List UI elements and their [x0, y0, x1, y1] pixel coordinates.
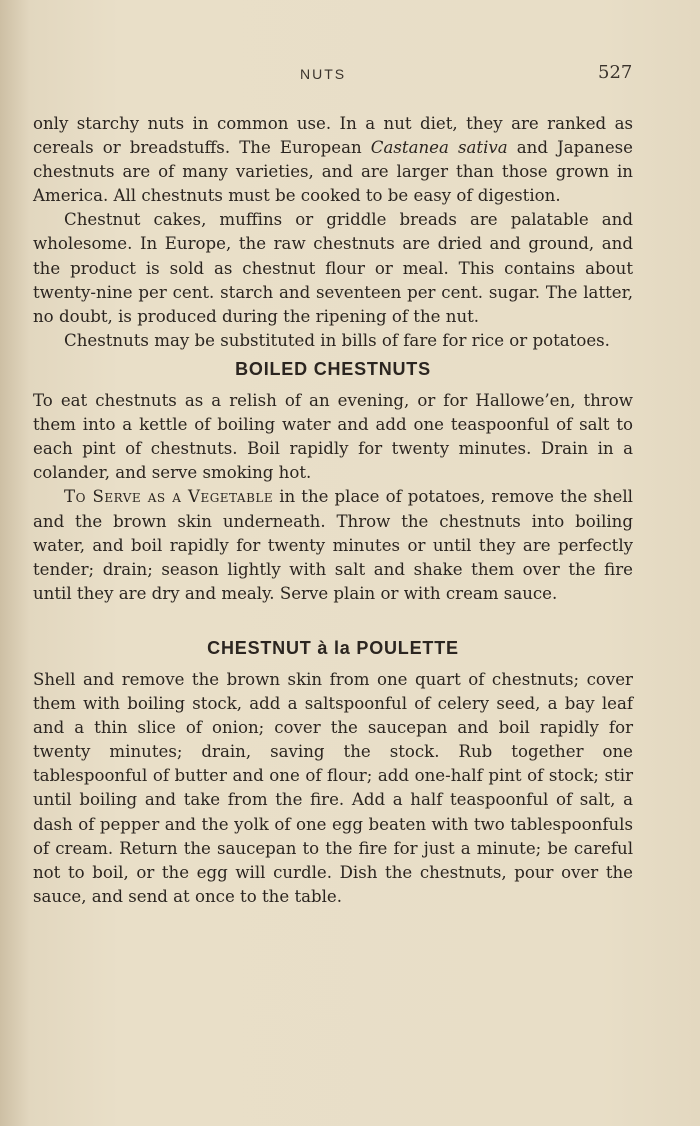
recipe-heading-poulette: CHESTNUT à la POULETTE — [207, 637, 459, 658]
paragraph-chestnut-cakes: Chestnut cakes, muffins or griddle breads are palatable and wholesome. In Europe, the raw chestnuts are dried and ground, and the product is sold as chestnut flour or meal. This contains about twenty-nine per cent. starch and seventeen per cent. sugar. The latter, no doubt, is produced during the ripening of the nut. — [33, 210, 633, 326]
paragraph-poulette-method: Shell and remove the brown skin from one quart of chestnuts; cover them with boiling stock, add a saltspoonful of celery seed, a bay leaf and a thin slice of onion; cover the saucepan and boil rapidly for twenty minutes; drain, saving the stock. Rub together one tablespoonful of butter and one of flour; add one-half pint of stock; stir until boiling and take from the fire. Add a half teaspoonful of salt, a dash of pepper and the yolk of one egg beaten with two tablespoonfuls of cream. Return the saucepan to the fire for just a minute; be careful not to boil, or the egg will curdle. Dish the chestnuts, pour over the sauce, and send at once to the table. — [33, 669, 633, 906]
page-number: 527 — [598, 62, 633, 83]
small-caps-lead: To Serve as a Vegetable — [64, 487, 274, 507]
paragraph-text: in the place of potatoes, remove the shell and the brown skin underneath. Throw the chestnuts into boiling water, and boil rapidly for twenty minutes or until they are perfectly tender; drain; season lightly with salt and shake them over the fire until they are dry and mealy. Serve plain or with cream sauce. — [33, 487, 633, 603]
latin-name: Castanea sativa — [370, 138, 508, 158]
page-header — [0, 62, 700, 86]
paragraph-text: and Japanese chestnuts are of many varieties, and are larger than those grown in America. All chestnuts must be cooked to be easy of digestion. — [33, 138, 633, 206]
paragraph-text: only starchy nuts in common use. In a nut diet, they are ranked as cereals or breadstuffs. The European — [33, 114, 633, 158]
recipe-heading-boiled-chestnuts: BOILED CHESTNUTS — [235, 358, 431, 379]
page-body — [33, 112, 633, 909]
running-title: NUTS — [300, 66, 347, 82]
paragraph-continued — [33, 112, 633, 208]
paragraph-serve-as-vegetable — [33, 485, 633, 605]
paragraph-boiled-relish: To eat chestnuts as a relish of an evening, or for Hallowe’en, throw them into a kettle of boiling water and add one teaspoonful of salt to each pint of chestnuts. Boil rapidly for twenty minutes. Drain in a colander, and serve smoking hot. — [33, 391, 633, 483]
paragraph-substitution: Chestnuts may be substituted in bills of fare for rice or potatoes. — [64, 330, 610, 350]
